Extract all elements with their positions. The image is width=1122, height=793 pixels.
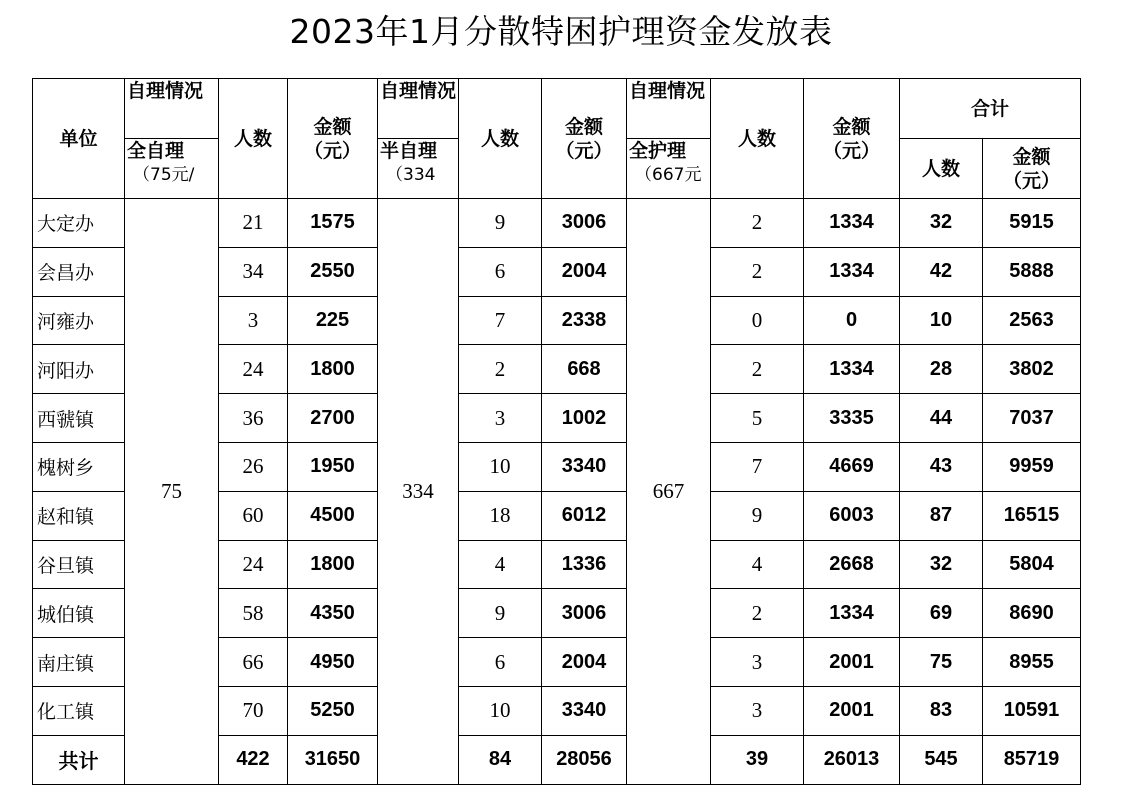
totals-half-self-people: 84 (459, 735, 542, 784)
totals-full-self-people: 422 (219, 735, 288, 784)
half-self-amount: 2004 (542, 247, 627, 296)
full-care-people: 5 (711, 394, 804, 443)
full-self-people: 26 (219, 442, 288, 491)
header-cat2-amount (542, 79, 627, 199)
full-self-amount: 2550 (288, 247, 378, 296)
totals-total-amount: 85719 (983, 735, 1081, 784)
header-total-amount (983, 139, 1081, 199)
header-total-people: 人数 (900, 139, 983, 199)
full-care-amount: 3335 (804, 394, 900, 443)
half-self-people: 2 (459, 345, 542, 394)
total-amount: 3802 (983, 345, 1081, 394)
full-care-amount: 1334 (804, 589, 900, 638)
full-care-people: 2 (711, 199, 804, 248)
half-self-people: 6 (459, 247, 542, 296)
unit-cell: 南庄镇 (33, 638, 125, 687)
full-self-people: 36 (219, 394, 288, 443)
header-cat2-rate: （334 (386, 165, 436, 185)
total-people: 32 (900, 540, 983, 589)
header-cat2-top: 自理情况 (378, 79, 459, 139)
header-cat1-top: 自理情况 (125, 79, 219, 139)
full-self-people: 70 (219, 686, 288, 735)
total-amount: 2563 (983, 296, 1081, 345)
unit-cell: 会昌办 (33, 247, 125, 296)
total-amount: 5888 (983, 247, 1081, 296)
total-people: 43 (900, 442, 983, 491)
unit-cell: 河雍办 (33, 296, 125, 345)
header-total-amount-line2: （元） (1003, 169, 1061, 192)
full-self-people: 66 (219, 638, 288, 687)
half-self-amount: 3340 (542, 686, 627, 735)
full-care-people: 3 (711, 686, 804, 735)
header-cat1-label: 全自理 (127, 140, 185, 162)
header-cat2-label: 半自理 (380, 140, 438, 162)
full-care-amount: 1334 (804, 199, 900, 248)
half-self-amount: 3006 (542, 589, 627, 638)
total-people: 83 (900, 686, 983, 735)
header-amount-line2: （元） (555, 139, 613, 162)
totals-full-care-people: 39 (711, 735, 804, 784)
half-self-amount: 3340 (542, 442, 627, 491)
full-self-amount: 1950 (288, 442, 378, 491)
total-people: 28 (900, 345, 983, 394)
rate-full-care: 667 (627, 199, 711, 785)
full-self-amount: 1800 (288, 540, 378, 589)
unit-cell: 大定办 (33, 199, 125, 248)
total-people: 69 (900, 589, 983, 638)
half-self-people: 10 (459, 686, 542, 735)
full-care-amount: 1334 (804, 345, 900, 394)
header-amount-line2: （元） (303, 139, 361, 162)
half-self-amount: 2338 (542, 296, 627, 345)
header-unit: 单位 (33, 79, 125, 199)
unit-cell: 城伯镇 (33, 589, 125, 638)
total-amount: 5804 (983, 540, 1081, 589)
half-self-people: 9 (459, 589, 542, 638)
full-care-people: 9 (711, 491, 804, 540)
header-cat2-bottom (378, 139, 459, 199)
full-self-amount: 2700 (288, 394, 378, 443)
rate-half-self: 334 (378, 199, 459, 785)
header-amount-line1: 金额 (313, 115, 352, 138)
full-care-amount: 4669 (804, 442, 900, 491)
full-care-amount: 1334 (804, 247, 900, 296)
totals-total-people: 545 (900, 735, 983, 784)
full-care-people: 3 (711, 638, 804, 687)
full-care-people: 2 (711, 589, 804, 638)
full-self-amount: 1800 (288, 345, 378, 394)
full-self-amount: 4350 (288, 589, 378, 638)
half-self-people: 6 (459, 638, 542, 687)
full-care-amount: 0 (804, 296, 900, 345)
full-self-amount: 4950 (288, 638, 378, 687)
full-care-people: 2 (711, 345, 804, 394)
header-cat1-bottom (125, 139, 219, 199)
header-amount-line2: （元） (822, 139, 880, 162)
page-title: 2023年1月分散特困护理资金发放表 (289, 12, 833, 51)
half-self-amount: 6012 (542, 491, 627, 540)
header-cat1-amount (288, 79, 378, 199)
half-self-amount: 1336 (542, 540, 627, 589)
total-people: 32 (900, 199, 983, 248)
full-self-people: 34 (219, 247, 288, 296)
full-care-people: 7 (711, 442, 804, 491)
full-self-amount: 5250 (288, 686, 378, 735)
unit-cell: 西虢镇 (33, 394, 125, 443)
header-cat3-rate: （667元 (635, 165, 702, 185)
header-total: 合计 (900, 79, 1081, 139)
full-care-amount: 2668 (804, 540, 900, 589)
half-self-people: 9 (459, 199, 542, 248)
half-self-people: 10 (459, 442, 542, 491)
half-self-people: 18 (459, 491, 542, 540)
full-care-amount: 2001 (804, 686, 900, 735)
full-care-people: 0 (711, 296, 804, 345)
unit-cell: 化工镇 (33, 686, 125, 735)
unit-cell: 槐树乡 (33, 442, 125, 491)
total-amount: 9959 (983, 442, 1081, 491)
table-row (33, 199, 1081, 248)
total-people: 10 (900, 296, 983, 345)
header-total-amount-line1: 金额 (1012, 145, 1051, 168)
totals-full-self-amount: 31650 (288, 735, 378, 784)
half-self-people: 4 (459, 540, 542, 589)
header-cat2-people: 人数 (459, 79, 542, 199)
total-people: 75 (900, 638, 983, 687)
full-care-people: 4 (711, 540, 804, 589)
totals-half-self-amount: 28056 (542, 735, 627, 784)
full-self-people: 24 (219, 540, 288, 589)
header-cat1-rate: （75元/ (133, 165, 195, 185)
header-amount-line1: 金额 (564, 115, 603, 138)
totals-label: 共计 (33, 735, 125, 784)
full-self-people: 21 (219, 199, 288, 248)
header-cat1-people: 人数 (219, 79, 288, 199)
total-people: 87 (900, 491, 983, 540)
half-self-amount: 1002 (542, 394, 627, 443)
full-care-amount: 6003 (804, 491, 900, 540)
total-amount: 7037 (983, 394, 1081, 443)
total-people: 44 (900, 394, 983, 443)
total-amount: 5915 (983, 199, 1081, 248)
half-self-people: 3 (459, 394, 542, 443)
full-self-people: 58 (219, 589, 288, 638)
full-self-people: 24 (219, 345, 288, 394)
unit-cell: 河阳办 (33, 345, 125, 394)
total-amount: 8690 (983, 589, 1081, 638)
full-self-people: 3 (219, 296, 288, 345)
half-self-amount: 3006 (542, 199, 627, 248)
header-cat3-amount (804, 79, 900, 199)
totals-full-care-amount: 26013 (804, 735, 900, 784)
header-cat3-bottom (627, 139, 711, 199)
funding-table (32, 78, 1081, 785)
full-self-amount: 4500 (288, 491, 378, 540)
total-people: 42 (900, 247, 983, 296)
full-care-amount: 2001 (804, 638, 900, 687)
full-care-people: 2 (711, 247, 804, 296)
total-amount: 8955 (983, 638, 1081, 687)
total-amount: 16515 (983, 491, 1081, 540)
full-self-amount: 225 (288, 296, 378, 345)
full-self-amount: 1575 (288, 199, 378, 248)
half-self-amount: 2004 (542, 638, 627, 687)
unit-cell: 赵和镇 (33, 491, 125, 540)
unit-cell: 谷旦镇 (33, 540, 125, 589)
header-cat3-top: 自理情况 (627, 79, 711, 139)
header-cat3-label: 全护理 (629, 140, 687, 162)
total-amount: 10591 (983, 686, 1081, 735)
half-self-people: 7 (459, 296, 542, 345)
header-amount-line1: 金额 (832, 115, 871, 138)
half-self-amount: 668 (542, 345, 627, 394)
header-cat3-people: 人数 (711, 79, 804, 199)
full-self-people: 60 (219, 491, 288, 540)
rate-full-self: 75 (125, 199, 219, 785)
